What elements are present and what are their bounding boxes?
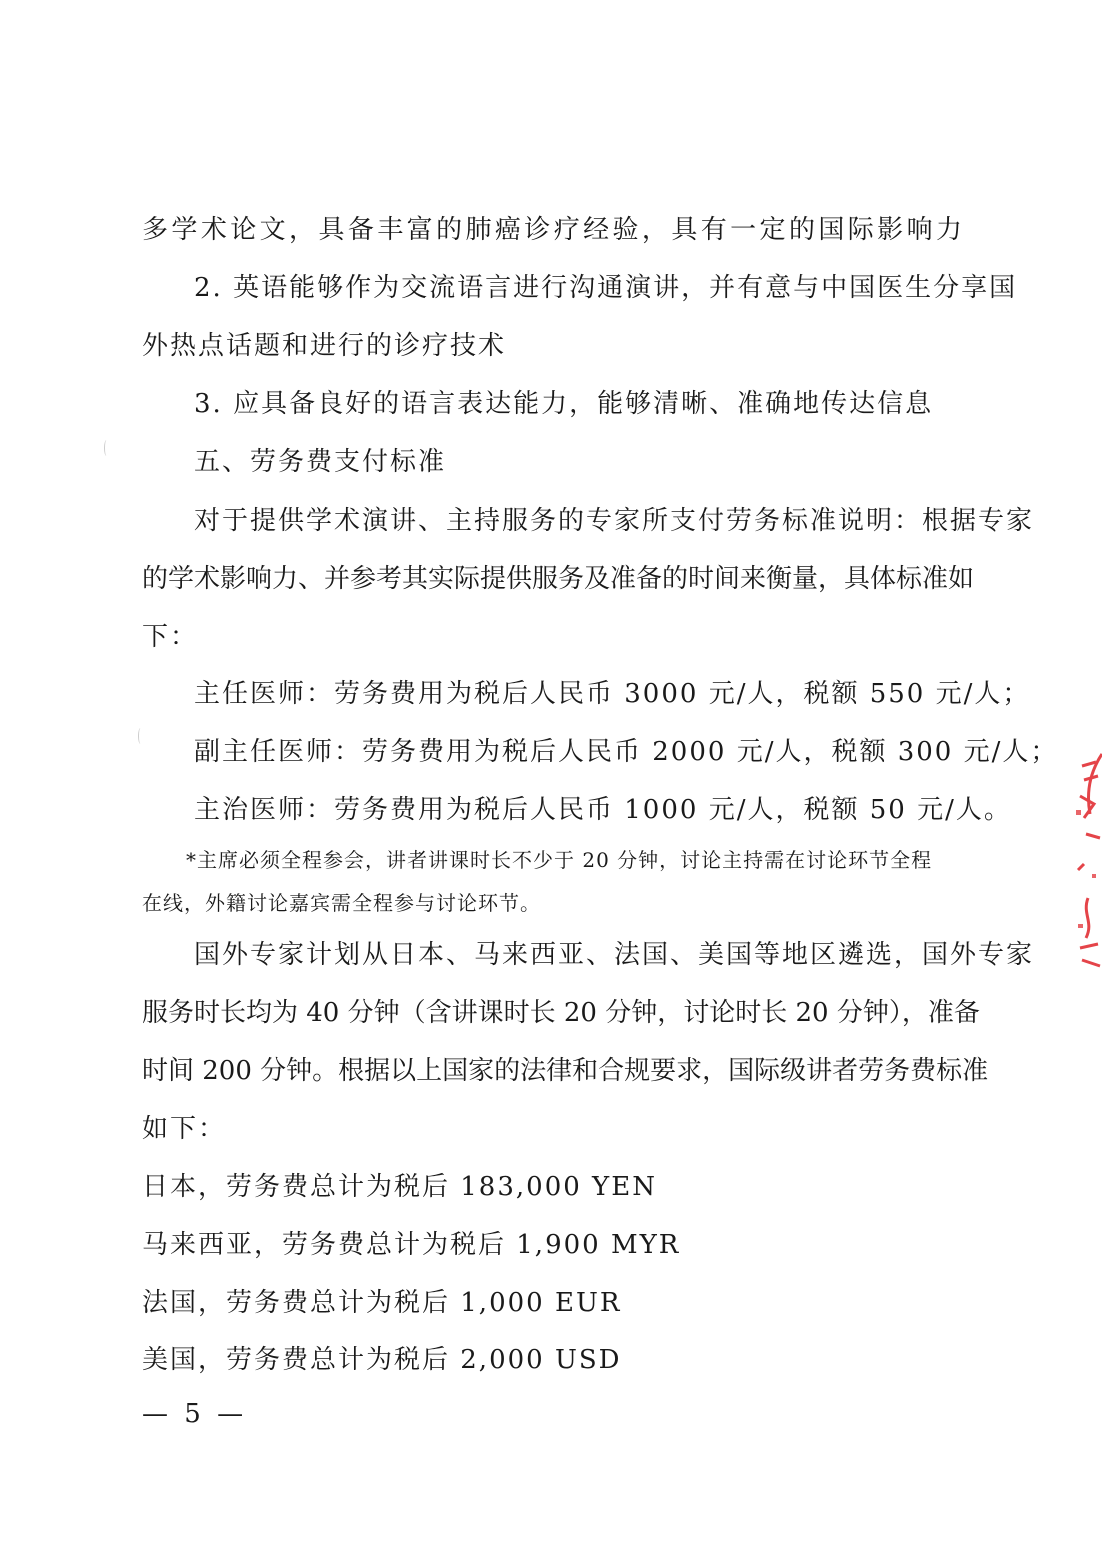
page-number: — 5 —	[142, 1399, 248, 1429]
fee-malaysia: 马来西亚，劳务费总计为税后 1,900 MYR	[142, 1230, 681, 1260]
fee-usa: 美国，劳务费总计为税后 2,000 USD	[142, 1345, 622, 1375]
paragraph-line: 如下：	[142, 1114, 227, 1144]
fee-france: 法国，劳务费总计为税后 1,000 EUR	[142, 1288, 622, 1318]
paragraph-line: 下：	[142, 622, 199, 652]
seal-stamp-edge	[1072, 752, 1102, 972]
requirement-item-2: 2. 英语能够作为交流语言进行沟通演讲，并有意与中国医生分享国	[194, 273, 1018, 303]
footnote-line: 在线，外籍讨论嘉宾需全程参与讨论环节。	[142, 891, 541, 915]
fee-standard-associate: 副主任医师：劳务费用为税后人民币 2000 元/人，税额 300 元/人；	[194, 737, 1059, 767]
paragraph-line: 国外专家计划从日本、马来西亚、法国、美国等地区遴选，国外专家	[194, 940, 1035, 970]
fee-japan: 日本，劳务费总计为税后 183,000 YEN	[142, 1172, 657, 1202]
footnote-line: *主席必须全程参会，讲者讲课时长不少于 20 分钟，讨论主持需在讨论环节全程	[186, 848, 933, 872]
paragraph-line: 外热点话题和进行的诊疗技术	[142, 331, 507, 361]
scan-mark	[104, 440, 109, 456]
section-heading: 五、劳务费支付标准	[194, 447, 447, 477]
paragraph-line: 的学术影响力、并参考其实际提供服务及准备的时间来衡量，具体标准如	[142, 564, 975, 594]
requirement-item-3: 3. 应具备良好的语言表达能力，能够清晰、准确地传达信息	[194, 389, 934, 419]
paragraph-line: 时间 200 分钟。根据以上国家的法律和合规要求，国际级讲者劳务费标准	[142, 1056, 989, 1086]
paragraph-line: 服务时长均为 40 分钟（含讲课时长 20 分钟，讨论时长 20 分钟），准备	[142, 998, 980, 1028]
fee-standard-chief: 主任医师：劳务费用为税后人民币 3000 元/人，税额 550 元/人；	[194, 679, 1031, 709]
paragraph-line: 对于提供学术演讲、主持服务的专家所支付劳务标准说明：根据专家	[194, 506, 1035, 536]
fee-standard-attending: 主治医师：劳务费用为税后人民币 1000 元/人，税额 50 元/人。	[194, 795, 1012, 825]
paragraph-line: 多学术论文，具备丰富的肺癌诊疗经验，具有一定的国际影响力	[142, 215, 962, 245]
scan-mark	[138, 728, 143, 744]
